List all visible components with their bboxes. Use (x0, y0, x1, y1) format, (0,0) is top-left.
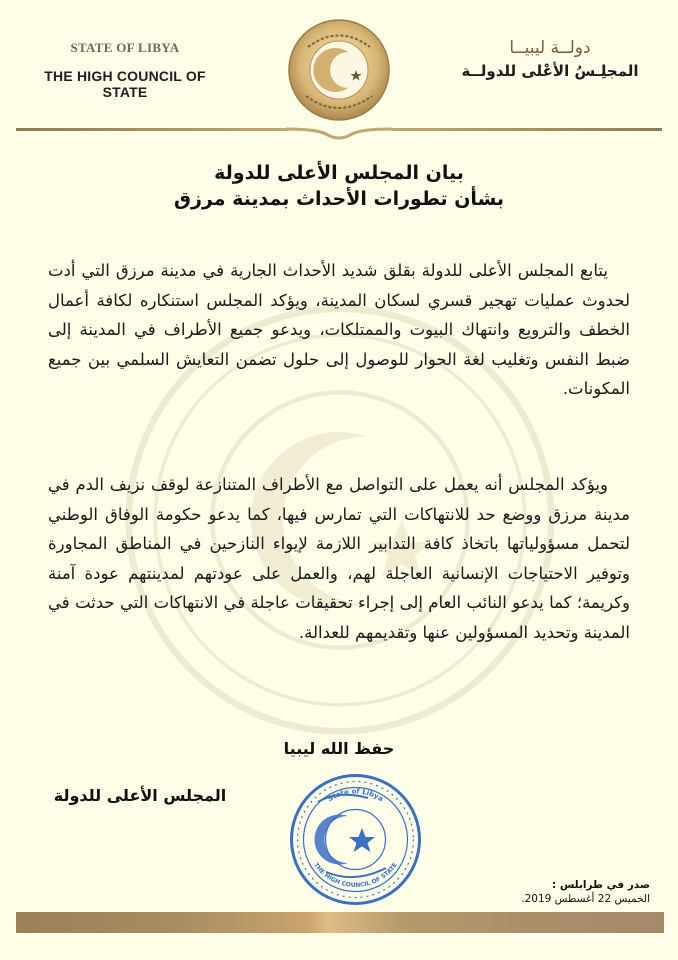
issue-date: الخميس 22 أغسطس 2019. (521, 893, 650, 905)
title-line-2: بشأن تطورات الأحداث بمدينة مرزق (173, 188, 505, 210)
letterhead-country-ar: دولــة ليبيــا (509, 38, 591, 58)
stamp-bottom-text: THE HIGH COUNCIL OF STATE (312, 861, 399, 890)
issue-info (521, 878, 650, 906)
letterhead-country-en: STATE OF LIBYA (70, 40, 180, 55)
letterhead-institution-ar: المجلِـسُ الأعْلى للدولــة (461, 62, 639, 80)
header-rule-left (16, 128, 288, 131)
title-line-1: بيان المجلس الأعلى للدولة (214, 162, 464, 184)
statement-title (0, 160, 678, 212)
footer-gold-band (16, 912, 664, 933)
letterhead-institution-en: THE HIGH COUNCIL OF STATE (44, 68, 206, 100)
statement-paragraph-1 (48, 256, 630, 404)
letterhead-english (30, 40, 220, 100)
statement-paragraph-2 (48, 470, 630, 647)
paragraph-text: ويؤكد المجلس أنه يعمل على التواصل مع الأطراف المتنازعة لوقف نزيف الدم في مدينة مرزق ووضع حد للانتهاكات التي تمارس فيها، كما يدعو حكومة الوفاق الوطني لتحمل مسؤولياتها باتخاذ كافة التدابير اللازمة لإيواء النازحين في المناطق المجاورة وتوفير الاحتياجات الإنسانية العاجلة لهم، والعمل على عودتهم لمدينتهم عودة آمنة وكريمة؛ كما يدعو النائب العام إلى إجراء تحقيقات عاجلة في الانتهاكات التي حدثت في المدينة وتحديد المسؤولين عنها وتقديمهم للعدالة. (48, 475, 630, 642)
crescent-star-emblem-icon (286, 12, 392, 142)
signatory: المجلس الأعلى للدولة (53, 786, 227, 805)
stamp-top-text: State of Libya (326, 787, 385, 804)
letterhead-arabic (450, 38, 650, 80)
header-rule-right (392, 128, 662, 131)
svg-text:THE HIGH COUNCIL OF STATE (312, 862, 399, 889)
paragraph-text: يتابع المجلس الأعلى للدولة بقلق شديد الأحداث الجارية في مدينة مرزق التي أدت لحدوث عمليات تهجير قسري لسكان المدينة، ويؤكد المجلس استنكاره لكافة أعمال الخطف والترويع وانتهاك البيوت والممتلكات، ويدعو جميع الأطراف في المدينة إلى ضبط النفس وتغليب لغة الحوار للوصول إلى حلول تضمن التعايش السلمي بين جميع المكونات. (48, 261, 630, 398)
closing-line: حفظ الله ليبيا (283, 739, 395, 758)
official-seal-icon (288, 772, 423, 907)
issue-place: صدر في طرابلس : (551, 879, 650, 891)
